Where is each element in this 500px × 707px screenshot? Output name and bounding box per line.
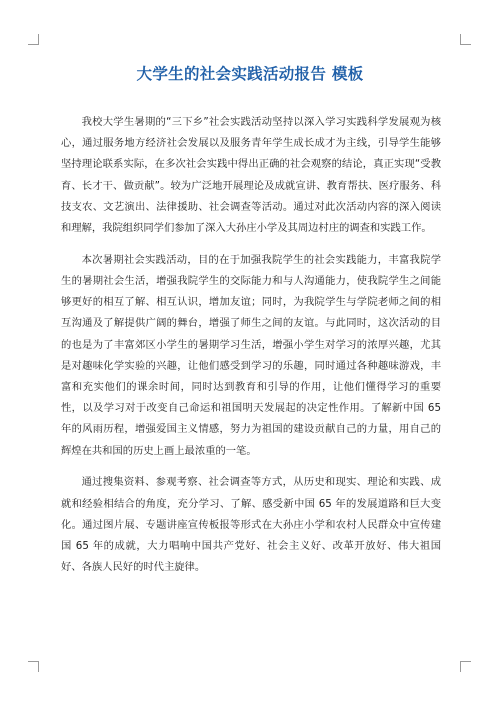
paragraph-3: 通过搜集资料、参观考察、社会调查等方式，从历史和现实、理论和实践、成就和经验相结合的角度，充分学习、了解、感受新中国 65 年的发展道路和巨大变化。通过图片展、专题讲座宣传板报等形式在大孙庄小学和农村人民群众中宣传建国 65 年的成就，大力唱响中国共产党好、社会主义好、改革开放好、伟大祖国好、各族人民好的时代主旋律。 bbox=[61, 476, 441, 574]
page-corner-mark-top-left bbox=[28, 34, 39, 45]
paragraph-1: 我校大学生暑期的“三下乡”社会实践活动坚持以深入学习实践科学发展观为核心，通过服务地方经济社会发展以及服务青年学生成长成才为主线，引导学生能够坚持理论联系实际，在多次社会实践中得出正确的社会观察的结论，真正实现“受教育、长才干、做贡献”。较为广泛地开展理论及成就宣讲、教育帮扶、医疗服务、科技支农、文艺演出、法律援助、社会调查等活动。通过对此次活动内容的深入阅读和理解，我院组织同学们参加了深入大孙庄小学及其周边村庄的调查和实践工作。 bbox=[61, 116, 441, 235]
document-body bbox=[61, 112, 441, 589]
paragraph-2: 本次暑期社会实践活动，目的在于加强我院学生的社会实践能力，丰富我院学生的暑期社会生活，增强我院学生的交际能力和与人沟通能力，使我院学生之间能够更好的相互了解、相互认识，增加友谊；同时，为我院学生与学院老师之间的相互沟通及了解提供广阔的舞台，增强了师生之间的友谊。与此同时，这次活动的目的也是为了丰富郊区小学生的暑期学习生活，增强小学生对学习的浓厚兴趣，尤其是对趣味化学实验的兴趣，让他们感受到学习的乐趣，同时通过各种趣味游戏，丰富和充实他们的课余时间，同时达到教育和引导的作用，让他们懂得学习的重要性，以及学习对于改变自己命运和祖国明天发展起的决定性作用。了解新中国 65 年的风雨历程，增强爱国主义情感，努力为祖国的建设贡献自己的力量，用自己的辉煌在共和国的历史上画上最浓重的一笔。 bbox=[61, 253, 441, 457]
page-corner-mark-bottom-left bbox=[28, 661, 39, 672]
page-corner-mark-top-right bbox=[460, 34, 471, 45]
page-corner-mark-bottom-right bbox=[460, 661, 471, 672]
document-title: 大学生的社会实践活动报告 模板 bbox=[136, 65, 364, 83]
